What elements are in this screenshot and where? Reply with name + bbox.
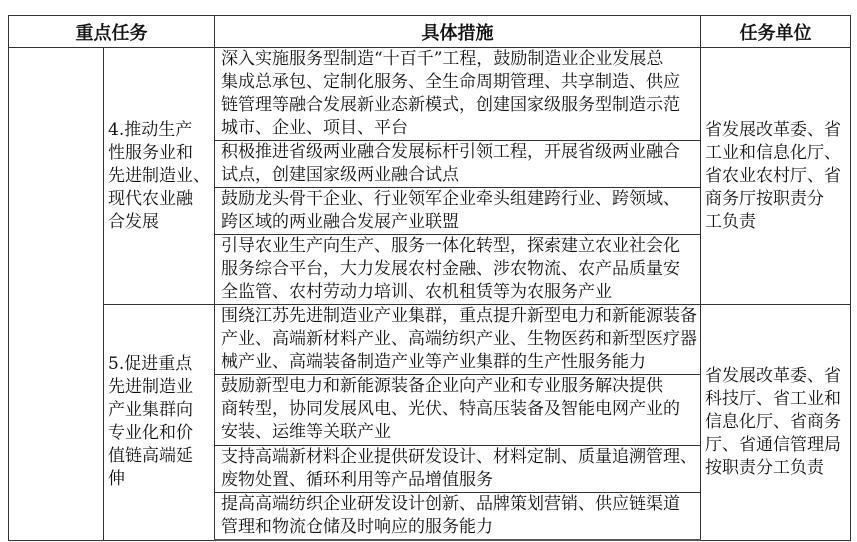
key-task-text: 先进制造业 bbox=[108, 377, 193, 398]
measure-cell bbox=[215, 375, 701, 446]
responsible-unit-cell bbox=[701, 48, 851, 305]
measure-text: 围绕江苏先进制造业产业集群，重点提升新型电力和新能源装备 bbox=[221, 306, 697, 326]
key-task-cell bbox=[104, 305, 215, 541]
key-task-text: 专业化和价 bbox=[108, 423, 193, 444]
measure-text: 鼓励新型电力和新能源装备企业向产业和专业服务解决提供 bbox=[221, 376, 663, 396]
measure-text: 服务综合平台，大力发展农村金融、涉农物流、农产品质量安 bbox=[221, 259, 680, 279]
measure-cell bbox=[215, 141, 701, 188]
measure-text: 链管理等融合发展新业态新模式，创建国家级服务型制造示范 bbox=[221, 95, 680, 115]
measure-cell bbox=[215, 446, 701, 493]
responsible-unit-text: 省农业农村厅、省 bbox=[705, 165, 841, 186]
key-task-text: 性服务业和 bbox=[108, 142, 193, 163]
header-unit: 任务单位 bbox=[701, 16, 851, 48]
measure-cell bbox=[215, 305, 701, 375]
measure-text: 安装、运维等关联产业 bbox=[221, 422, 391, 442]
measure-cell bbox=[215, 188, 701, 235]
key-task-text: 伸 bbox=[108, 469, 125, 490]
measure-cell bbox=[215, 493, 701, 541]
responsible-unit-text: 商务厅按职责分 bbox=[705, 188, 824, 209]
responsible-unit-text: 按职责分工负责 bbox=[705, 457, 824, 478]
table-row bbox=[9, 305, 851, 375]
measure-text: 集成总承包、定制化服务、全生命周期管理、共享制造、供应 bbox=[221, 72, 680, 92]
table-row bbox=[9, 48, 851, 141]
header-row bbox=[9, 16, 851, 48]
key-task-cell bbox=[104, 48, 215, 305]
header-key-task: 重点任务 bbox=[9, 16, 215, 48]
key-task-text: 5.促进重点 bbox=[108, 354, 193, 375]
key-task-text: 合发展 bbox=[108, 211, 159, 232]
measure-cell bbox=[215, 48, 701, 141]
key-task-text: 产业集群向 bbox=[108, 400, 193, 421]
responsible-unit-text: 工业和信息化厅、 bbox=[705, 142, 841, 163]
responsible-unit-text: 信息化厅、省商务 bbox=[705, 411, 841, 432]
measure-text: 城市、企业、项目、平台 bbox=[221, 118, 408, 138]
measure-text: 管理和物流仓储及时响应的服务能力 bbox=[221, 517, 493, 537]
measure-text: 支持高端新材料企业提供研发设计、材料定制、质量追溯管理、 bbox=[221, 447, 697, 467]
responsible-unit-text: 省发展改革委、省 bbox=[705, 365, 841, 386]
responsible-unit-text: 工负责 bbox=[705, 211, 756, 232]
table-body bbox=[9, 48, 851, 541]
empty-category-cell bbox=[9, 48, 104, 541]
measure-text: 商转型，协同发展风电、光伏、特高压装备及智能电网产业的 bbox=[221, 399, 680, 419]
measure-text: 积极推进省级两业融合发展标杆引领工程，开展省级两业融合 bbox=[221, 142, 680, 162]
measure-text: 试点，创建国家级两业融合试点 bbox=[221, 165, 459, 185]
key-task-text: 先进制造业、 bbox=[108, 165, 210, 186]
tasks-table bbox=[8, 15, 851, 541]
responsible-unit-text: 厅、省通信管理局 bbox=[705, 434, 841, 455]
measure-text: 鼓励龙头骨干企业、行业领军企业牵头组建跨行业、跨领域、 bbox=[221, 189, 680, 209]
measure-text: 提高高端纺织企业研发设计创新、品牌策划营销、供应链渠道 bbox=[221, 494, 680, 514]
measure-text: 械产业、高端装备制造产业等产业集群的生产性服务能力 bbox=[221, 352, 646, 372]
header-measures: 具体措施 bbox=[215, 16, 701, 48]
measure-text: 产业、高端新材料产业、高端纺织产业、生物医药和新型医疗器 bbox=[221, 329, 697, 349]
key-task-text: 4.推动生产 bbox=[108, 119, 193, 140]
key-task-text: 值链高端延 bbox=[108, 446, 193, 467]
responsible-unit-text: 科技厅、省工业和 bbox=[705, 388, 841, 409]
measure-text: 引导农业生产向生产、服务一体化转型，探索建立农业社会化 bbox=[221, 236, 680, 256]
responsible-unit-text: 省发展改革委、省 bbox=[705, 119, 841, 140]
responsible-unit-cell bbox=[701, 305, 851, 541]
measure-cell bbox=[215, 235, 701, 305]
measure-text: 废物处置、循环利用等产品增值服务 bbox=[221, 470, 493, 490]
measure-text: 跨区域的两业融合发展产业联盟 bbox=[221, 212, 459, 232]
measure-text: 深入实施服务型制造“十百千”工程，鼓励制造业企业发展总 bbox=[221, 49, 664, 69]
key-task-text: 现代农业融 bbox=[108, 188, 193, 209]
measure-text: 全监管、农村劳动力培训、农机租赁等为农服务产业 bbox=[221, 282, 612, 302]
